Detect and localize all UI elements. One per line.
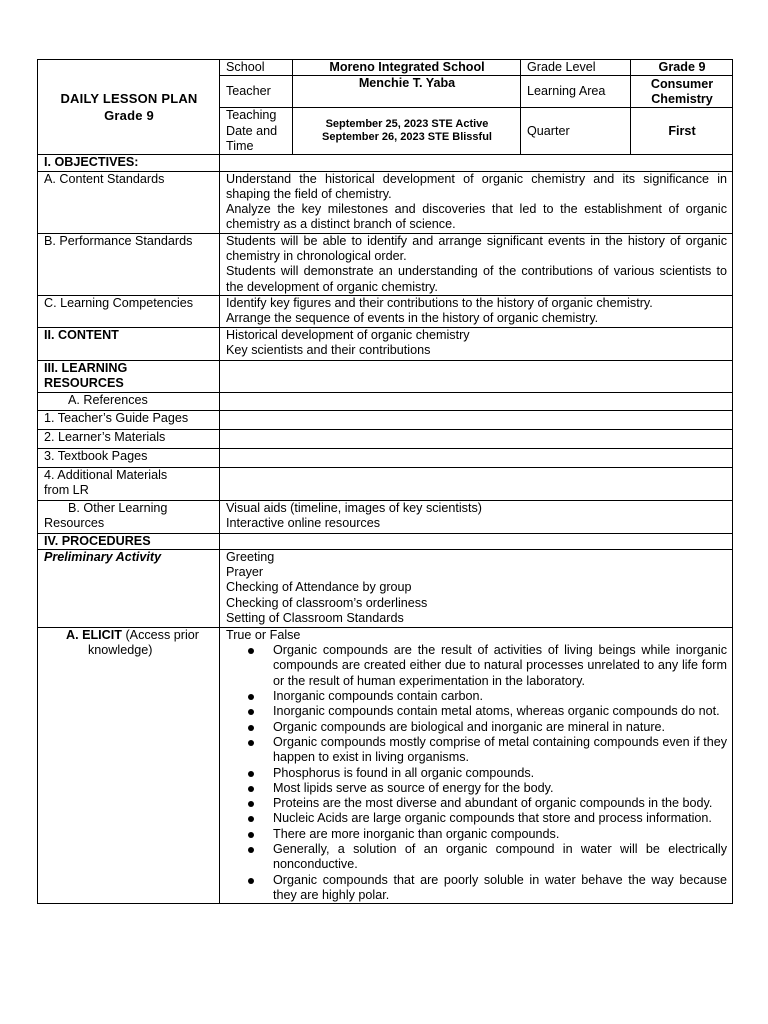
list-item-text: Generally, a solution of an organic compound in water will be electrically nonconductive. <box>273 842 727 872</box>
preliminary-item: Setting of Classroom Standards <box>226 611 404 626</box>
learning-area-label: Learning Area <box>521 76 631 108</box>
additional-materials-line-1: 4. Additional Materials <box>44 467 168 482</box>
bullet-icon <box>248 771 254 777</box>
preliminary-item: Checking of Attendance by group <box>226 580 412 595</box>
list-item-text: Nucleic Acids are large organic compounds that store and process information. <box>273 811 712 826</box>
textbook-pages-blank <box>220 448 733 467</box>
references-blank <box>220 392 733 410</box>
performance-standard-1: Students will be able to identify and arrange significant events in the history of organic chemistry in chronological order. <box>226 233 727 264</box>
resources-heading-line-1: III. LEARNING <box>44 360 128 375</box>
preliminary-activity-label: Preliminary Activity <box>38 549 220 627</box>
lesson-plan-title <box>38 60 220 155</box>
resources-blank <box>220 360 733 392</box>
list-item-text: There are more inorganic than organic compounds. <box>273 826 560 841</box>
list-item <box>273 643 727 689</box>
bullet-icon <box>248 801 254 807</box>
content-standard-1: Understand the historical development of organic chemistry and its significance in shaping the field of chemistry. <box>226 171 727 201</box>
list-item-text: Phosphorus is found in all organic compounds. <box>273 765 535 780</box>
teacher-label: Teacher <box>220 76 293 108</box>
additional-materials-line-2: from LR <box>44 482 89 497</box>
other-resources-line-2: Resources <box>44 515 105 530</box>
quarter-label: Quarter <box>521 108 631 155</box>
teaching-dates-value <box>293 108 521 155</box>
objectives-heading: I. OBJECTIVES: <box>38 155 220 171</box>
teaching-label-line-2: Date and <box>226 123 278 138</box>
additional-materials-blank <box>220 467 733 500</box>
list-item-text: Proteins are the most diverse and abundant of organic compounds in the body. <box>273 796 713 811</box>
elicit-label-bold: A. ELICIT <box>66 627 122 642</box>
elicit-label-rest: (Access prior knowledge) <box>88 627 199 658</box>
grade-level-label: Grade Level <box>521 60 631 76</box>
content-item-2: Key scientists and their contributions <box>226 342 431 357</box>
other-resource-1: Visual aids (timeline, images of key scientists) <box>226 500 482 515</box>
elicit-label <box>38 627 220 903</box>
bullet-icon <box>248 740 254 746</box>
title-line-1: DAILY LESSON PLAN <box>60 91 198 107</box>
teaching-label-line-3: Time <box>226 138 254 153</box>
learners-materials-blank <box>220 429 733 448</box>
list-item-text: Most lipids serve as source of energy for the body. <box>273 780 554 795</box>
teacher-value: Menchie T. Yaba <box>293 76 521 108</box>
additional-materials-label <box>38 467 220 500</box>
content-standard-2: Analyze the key milestones and discoveries that led to the establishment of organic chemistry as a distinct branch of science. <box>226 202 727 232</box>
bullet-icon <box>248 878 254 884</box>
learners-materials-label: 2. Learner’s Materials <box>38 429 220 448</box>
performance-standards-label: B. Performance Standards <box>38 233 220 295</box>
bullet-icon <box>248 786 254 792</box>
list-item <box>273 827 727 842</box>
other-resource-2: Interactive online resources <box>226 515 381 530</box>
competencies-text <box>220 295 733 327</box>
learning-area-value-line-2: Chemistry <box>651 91 713 106</box>
list-item <box>273 720 727 735</box>
bullet-icon <box>248 816 254 822</box>
teachers-guide-blank <box>220 410 733 429</box>
other-resources-line-1: B. Other Learning <box>68 500 168 515</box>
performance-standard-2: Students will demonstrate an understanding of the contributions of various scientists to the development of organic chemistry. <box>226 264 727 294</box>
list-item <box>273 735 727 766</box>
list-item-text: Organic compounds are the result of activities of living beings while inorganic compounds are created either due to natural processes unrelated to any life form or the result of human experimentation in the laboratory. <box>273 643 727 688</box>
list-item-text: Inorganic compounds contain metal atoms, whereas organic compounds do not. <box>273 704 720 719</box>
preliminary-item: Greeting <box>226 549 275 564</box>
bullet-icon <box>248 725 254 731</box>
content-text <box>220 327 733 360</box>
references-label: A. References <box>38 392 220 410</box>
list-item <box>273 796 727 811</box>
teaching-label-line-1: Teaching <box>226 108 277 123</box>
performance-standards-text <box>220 233 733 295</box>
list-item <box>273 781 727 796</box>
learning-area-value <box>631 76 733 108</box>
bullet-icon <box>248 709 254 715</box>
lesson-plan-table <box>37 59 733 904</box>
preliminary-activity-list <box>220 549 733 627</box>
other-resources-text <box>220 500 733 533</box>
other-resources-label <box>38 500 220 533</box>
bullet-icon <box>248 847 254 853</box>
quarter-value: First <box>631 108 733 155</box>
list-item-text: Organic compounds mostly comprise of metal containing compounds even if they happen to exist in living organisms. <box>273 734 727 765</box>
resources-heading <box>38 360 220 392</box>
procedures-blank <box>220 533 733 549</box>
date-line-2: September 26, 2023 STE Blissful <box>322 131 492 144</box>
content-item-1: Historical development of organic chemistry <box>226 327 470 342</box>
procedures-heading: IV. PROCEDURES <box>38 533 220 549</box>
competency-2: Arrange the sequence of events in the history of organic chemistry. <box>226 311 599 326</box>
list-item-text: Inorganic compounds contain carbon. <box>273 689 484 704</box>
objectives-heading-blank <box>220 155 733 171</box>
content-standards-label: A. Content Standards <box>38 171 220 233</box>
elicit-content <box>220 627 733 903</box>
list-item <box>273 689 727 704</box>
competency-1: Identify key figures and their contributions to the history of organic chemistry. <box>226 295 653 310</box>
list-item <box>273 704 727 719</box>
elicit-intro: True or False <box>226 627 301 642</box>
textbook-pages-label: 3. Textbook Pages <box>38 448 220 467</box>
content-standards-text <box>220 171 733 233</box>
list-item <box>273 766 727 781</box>
bullet-icon <box>248 694 254 700</box>
title-line-2: Grade 9 <box>104 108 154 124</box>
competencies-label: C. Learning Competencies <box>38 295 220 327</box>
elicit-list <box>226 643 727 903</box>
list-item-text: Organic compounds that are poorly soluble in water behave the way because they are highly polar. <box>273 872 727 902</box>
school-label: School <box>220 60 293 76</box>
teachers-guide-label: 1. Teacher’s Guide Pages <box>38 410 220 429</box>
teaching-date-label <box>220 108 293 155</box>
list-item <box>273 842 727 873</box>
preliminary-item: Checking of classroom’s orderliness <box>226 595 428 610</box>
list-item <box>273 811 727 826</box>
grade-level-value: Grade 9 <box>631 60 733 76</box>
date-line-1: September 25, 2023 STE Active <box>325 117 489 130</box>
school-value: Moreno Integrated School <box>293 60 521 76</box>
content-heading: II. CONTENT <box>38 327 220 360</box>
learning-area-value-line-1: Consumer <box>650 76 714 91</box>
list-item-text: Organic compounds are biological and inorganic are mineral in nature. <box>273 719 666 734</box>
preliminary-item: Prayer <box>226 565 264 580</box>
resources-heading-line-2: RESOURCES <box>44 375 124 390</box>
bullet-icon <box>248 832 254 838</box>
list-item <box>273 873 727 904</box>
bullet-icon <box>248 648 254 654</box>
